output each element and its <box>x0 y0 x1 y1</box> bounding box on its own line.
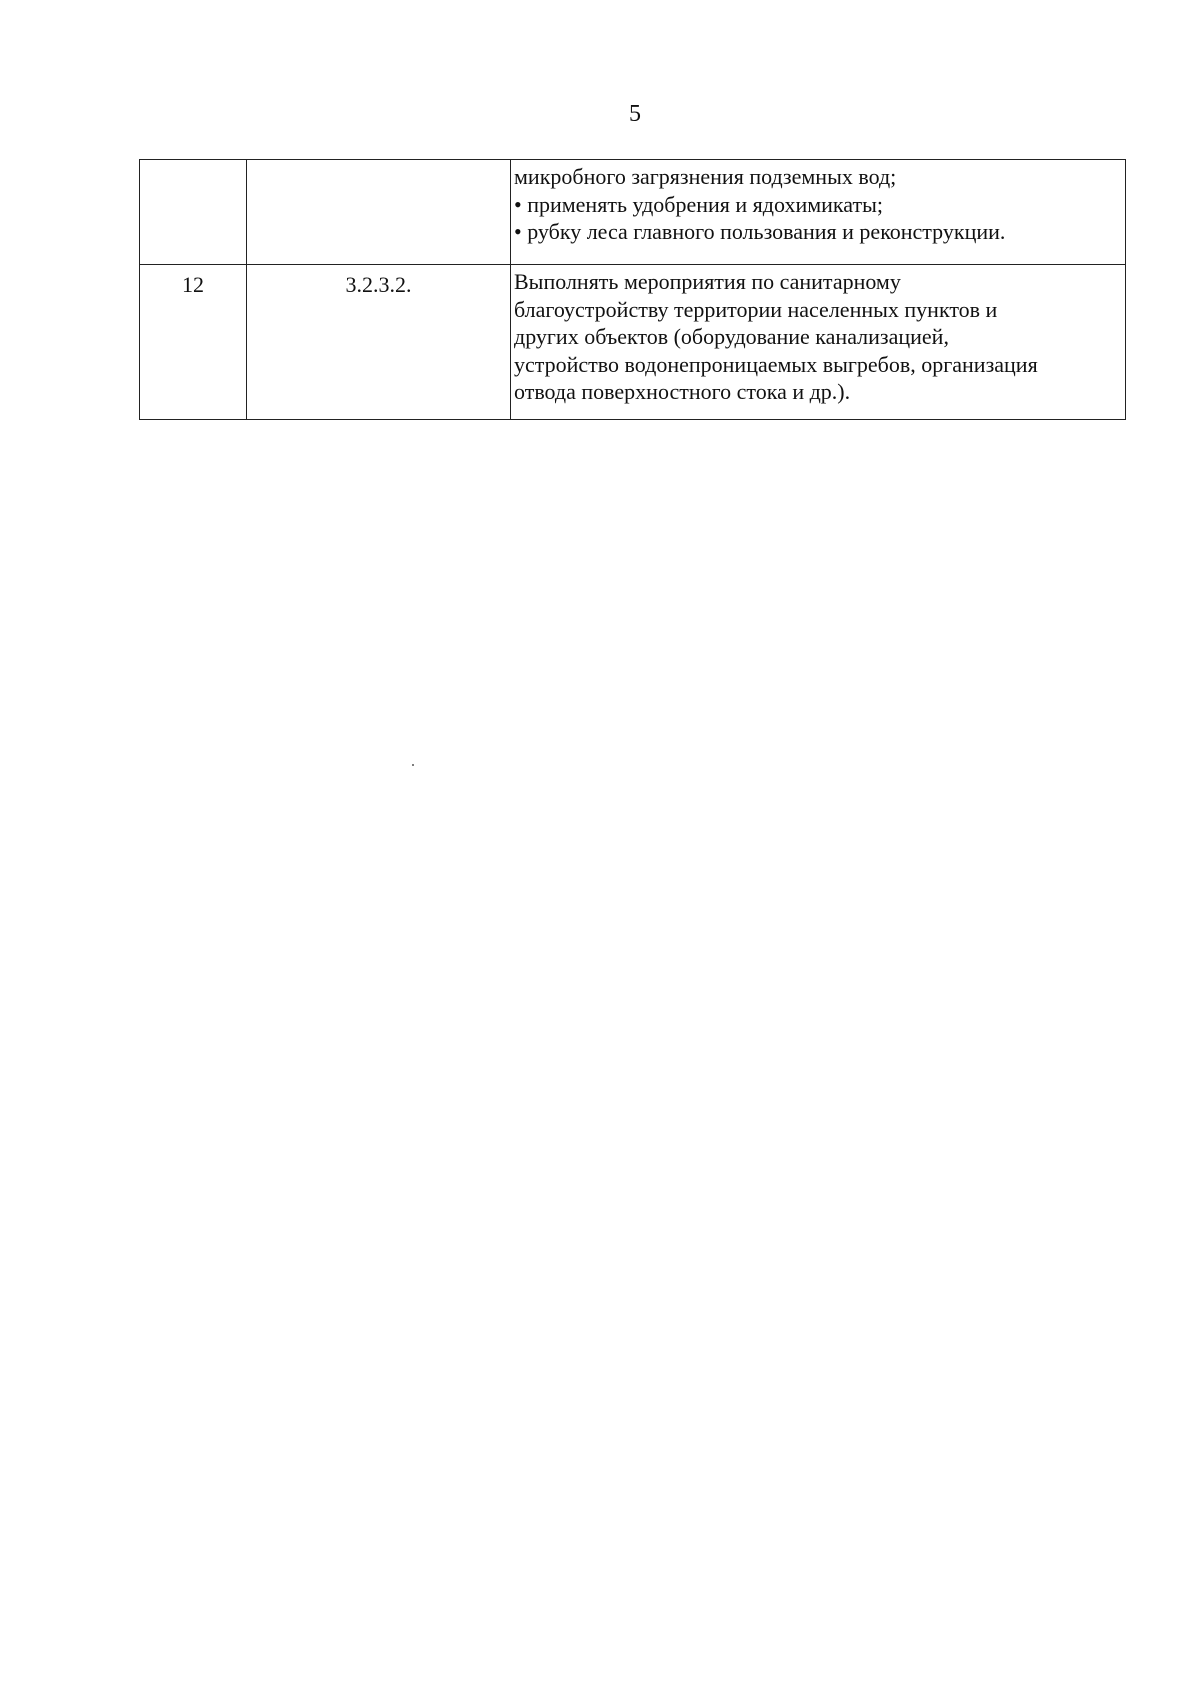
measure-bullet-item: • рубку леса главного пользования и реконструкции. <box>514 219 1006 244</box>
clause-code-cell <box>247 160 511 265</box>
table-row <box>140 265 1126 420</box>
measure-text-line: микробного загрязнения подземных вод; <box>514 164 897 189</box>
measure-text-cell <box>511 160 1126 265</box>
page-number: 5 <box>629 101 641 127</box>
measure-text-line: других объектов (оборудование канализацией, <box>514 324 949 349</box>
measure-bullet-item: • применять удобрения и ядохимикаты; <box>514 191 883 217</box>
table-row <box>140 160 1126 265</box>
measure-text-line: Выполнять мероприятия по санитарному <box>514 269 901 294</box>
scan-speck <box>412 764 414 766</box>
measure-text-line: благоустройству территории населенных пунктов и <box>514 296 998 322</box>
row-number-cell: 12 <box>140 265 247 420</box>
measures-table <box>139 159 1126 420</box>
measure-text-line: устройство водонепроницаемых выгребов, организация <box>514 351 1038 377</box>
measure-text-line: отвода поверхностного стока и др.). <box>514 379 851 404</box>
measure-text-cell <box>511 265 1126 420</box>
clause-code-cell: 3.2.3.2. <box>247 265 511 420</box>
row-number-cell <box>140 160 247 265</box>
